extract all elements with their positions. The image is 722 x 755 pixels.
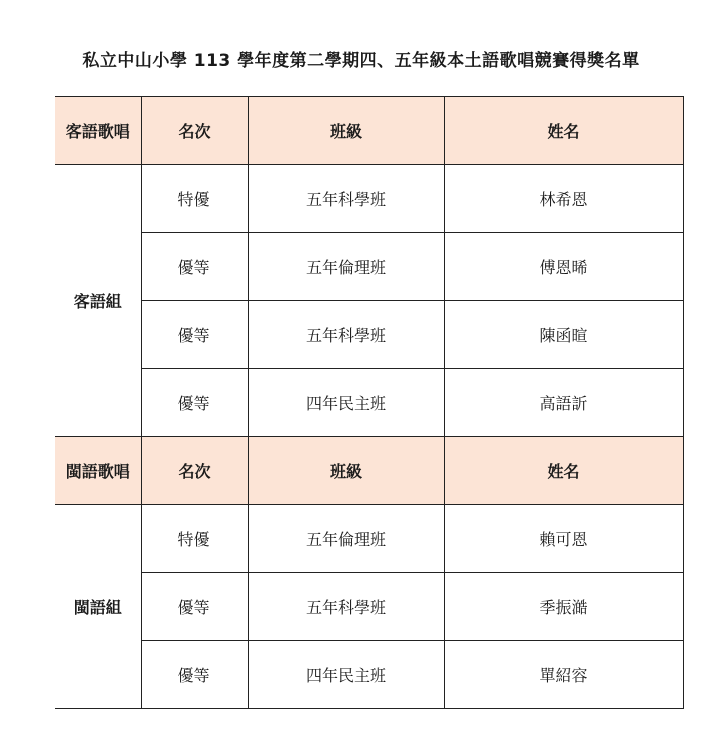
category-header: 閩語歌唱 (55, 437, 141, 505)
table-row (55, 573, 683, 641)
rank-cell: 優等 (141, 369, 248, 437)
group-label: 閩語組 (55, 505, 141, 709)
name-cell: 季振澔 (444, 573, 683, 641)
name-cell: 傅恩晞 (444, 233, 683, 301)
name-cell: 高語訢 (444, 369, 683, 437)
class-cell: 五年科學班 (248, 573, 444, 641)
rank-cell: 優等 (141, 301, 248, 369)
page-title: 私立中山小學 113 學年度第二學期四、五年級本土語歌唱競賽得獎名單 (82, 51, 640, 71)
rank-header: 名次 (141, 437, 248, 505)
rank-cell: 優等 (141, 233, 248, 301)
category-header: 客語歌唱 (55, 97, 141, 165)
rank-cell: 特優 (141, 165, 248, 233)
awards-table (55, 96, 684, 709)
rank-cell: 優等 (141, 573, 248, 641)
class-cell: 四年民主班 (248, 369, 444, 437)
class-cell: 五年倫理班 (248, 233, 444, 301)
table-row (55, 641, 683, 709)
class-cell: 五年科學班 (248, 165, 444, 233)
table-header-row (55, 97, 683, 165)
class-header: 班級 (248, 97, 444, 165)
table-row (55, 369, 683, 437)
name-header: 姓名 (444, 437, 683, 505)
table-row (55, 505, 683, 573)
class-header: 班級 (248, 437, 444, 505)
rank-cell: 特優 (141, 505, 248, 573)
name-cell: 林希恩 (444, 165, 683, 233)
table-row (55, 301, 683, 369)
group-label: 客語組 (55, 165, 141, 437)
class-cell: 五年倫理班 (248, 505, 444, 573)
name-cell: 單紹容 (444, 641, 683, 709)
rank-header: 名次 (141, 97, 248, 165)
name-header: 姓名 (444, 97, 683, 165)
rank-cell: 優等 (141, 641, 248, 709)
class-cell: 四年民主班 (248, 641, 444, 709)
class-cell: 五年科學班 (248, 301, 444, 369)
table-row (55, 233, 683, 301)
name-cell: 陳函暄 (444, 301, 683, 369)
table-row (55, 165, 683, 233)
name-cell: 賴可恩 (444, 505, 683, 573)
table-header-row (55, 437, 683, 505)
